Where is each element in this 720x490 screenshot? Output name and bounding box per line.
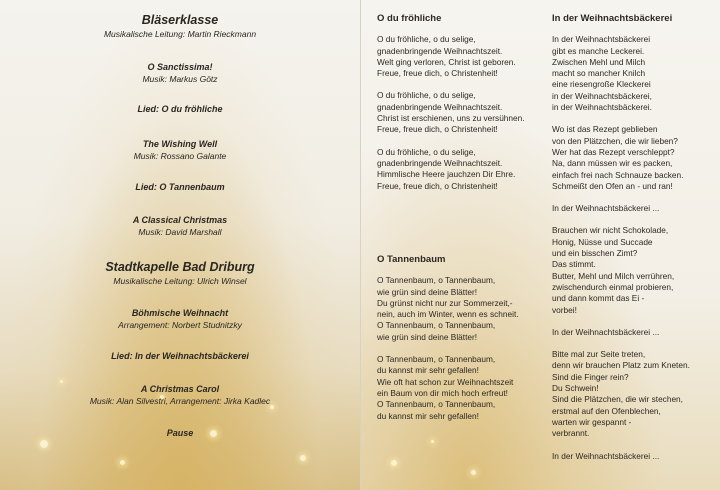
section-bläserklasse <box>0 13 360 40</box>
song-refrain: In der Weihnachtsbäckerei ... <box>552 203 660 214</box>
section-title: Bläserklasse <box>141 13 219 27</box>
song-verse: O du fröhliche, o du selige, gnadenbringende Weihnachtszeit. Welt ging verloren, Christ ist geboren. Freue, freue dich, o Christenheit! <box>377 34 516 79</box>
item-title: Böhmische Weihnacht <box>131 308 229 318</box>
song-verse: O du fröhliche, o du selige, gnadenbringende Weihnachtszeit. Himmlische Heere jauchzen Dir Ehre. Freue, freue dich, o Christenheit! <box>377 146 516 191</box>
program-item <box>0 427 360 439</box>
program-item <box>0 214 360 238</box>
sparkle-decoration <box>120 460 125 465</box>
item-title: O Sanctissima! <box>147 62 213 72</box>
section-title: Stadtkapelle Bad Driburg <box>105 260 255 274</box>
item-title: The Wishing Well <box>142 139 218 149</box>
program-item <box>0 350 360 362</box>
song-title: O du fröhliche <box>377 13 442 24</box>
song-refrain: In der Weihnachtsbäckerei ... <box>552 326 660 337</box>
section-leader: Musikalische Leitung: Martin Rieckmann <box>103 29 257 39</box>
song-o-tannenbaum <box>377 254 547 433</box>
sparkle-decoration <box>300 455 306 461</box>
song-verse: Wo ist das Rezept geblieben von den Plätzchen, die wir lieben? Wer hat das Rezept verschleppt? Na, dann müssen wir es packen, einfach frei nach Schnauze backen. Schmeißt den Ofen an - und ran! <box>552 124 684 191</box>
item-credit: Musik: Rossano Galante <box>133 151 227 161</box>
program-item <box>0 103 360 115</box>
sparkle-decoration <box>471 470 476 475</box>
section-leader: Musikalische Leitung: Ulrich Winsel <box>113 276 247 286</box>
item-credit: Musik: David Marshall <box>138 227 222 237</box>
program-item <box>0 138 360 162</box>
item-credit: Arrangement: Norbert Studnitzky <box>118 320 242 330</box>
song-title: In der Weihnachtsbäckerei <box>552 13 673 24</box>
song-verse: O du fröhliche, o du selige, gnadenbringende Weihnachtszeit. Christ ist erschienen, uns zu versühnen. Freue, freue dich, o Christenheit! <box>377 90 525 135</box>
item-title: A Christmas Carol <box>140 384 220 394</box>
program-item <box>0 307 360 331</box>
song-weihnachtsbaeckerei <box>552 13 718 473</box>
item-credit: Musik: Alan Silvestri, Arrangement: Jirka Kadlec <box>89 396 271 406</box>
sparkle-decoration <box>40 440 48 448</box>
song-verse: In der Weihnachtsbäckerei gibt es manche Leckerei. Zwischen Mehl und Milch macht so mancher Knilch eine riesengroße Kleckerei in der Weihnachtsbäckerei, in der Weihnachtsbäckerei. <box>552 34 652 113</box>
song-verse: O Tannenbaum, o Tannenbaum, wie grün sind deine Blätter! Du grünst nicht nur zur Sommerzeit,- nein, auch im Winter, wenn es schneit. O Tannenbaum, o Tannenbaum, wie grün sind deine Blätter! <box>377 275 519 342</box>
item-title: Lied: O Tannenbaum <box>135 182 225 192</box>
item-credit: Musik: Markus Götz <box>142 74 218 84</box>
lyrics-page <box>360 0 720 490</box>
song-verse: O Tannenbaum, o Tannenbaum, du kannst mir sehr gefallen! Wie oft hat schon zur Weihnachtszeit ein Baum von dir mich hoch erfreut! O Tannenbaum, o Tannenbaum, du kannst mir sehr gefallen! <box>377 354 514 421</box>
song-title: O Tannenbaum <box>377 254 446 265</box>
sparkle-decoration <box>391 460 397 466</box>
item-title: Pause <box>166 428 194 438</box>
item-title: Lied: In der Weihnachtsbäckerei <box>111 351 249 361</box>
section-stadtkapelle <box>0 260 360 287</box>
song-refrain: In der Weihnachtsbäckerei ... <box>552 450 660 461</box>
program-item <box>0 383 360 407</box>
sparkle-decoration <box>431 440 434 443</box>
song-verse: Brauchen wir nicht Schokolade, Honig, Nüsse und Succade und ein bisschen Zimt? Das stimmt. Butter, Mehl und Milch verrühren, zwischendurch einmal probieren, und dann kommt das Ei - vorbei! <box>552 225 675 315</box>
item-title: A Classical Christmas <box>132 215 228 225</box>
program-item <box>0 181 360 193</box>
song-verse: Bitte mal zur Seite treten, denn wir brauchen Platz zum Kneten. Sind die Finger rein? Du Schwein! Sind die Plätzchen, die wir stechen, erstmal auf den Ofenblechen, warten wir gespannt - verbrannt. <box>552 349 690 439</box>
song-o-du-froehliche <box>377 13 547 203</box>
program-item <box>0 61 360 85</box>
item-title: Lied: O du fröhliche <box>137 104 223 114</box>
